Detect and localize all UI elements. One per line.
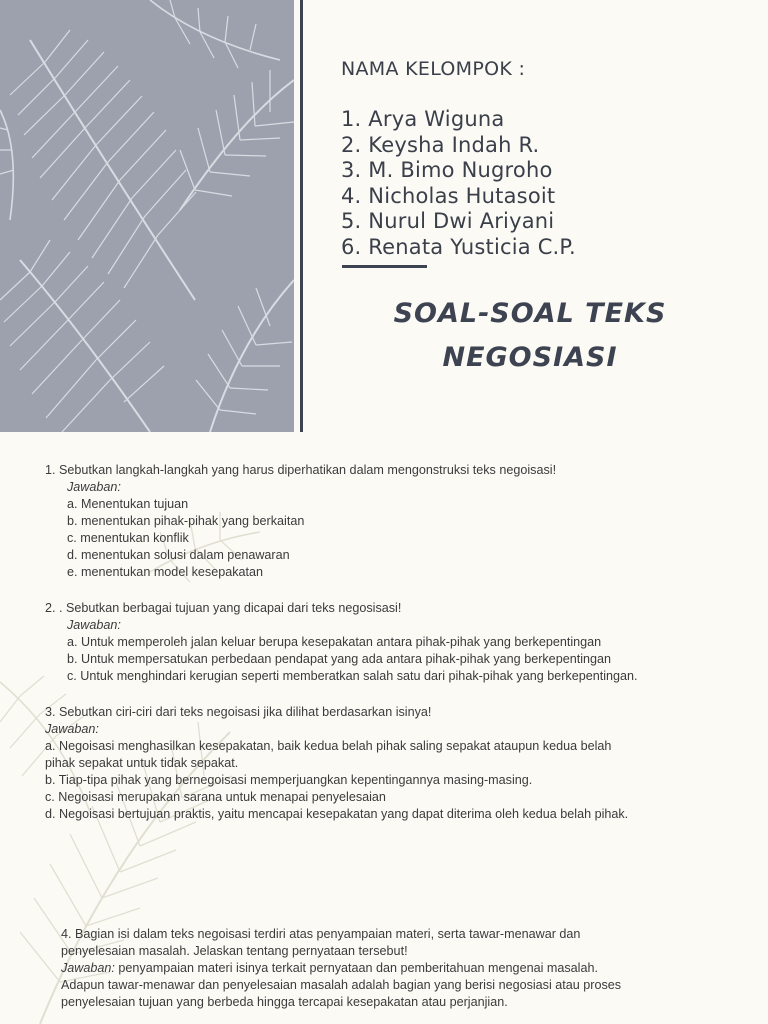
answer-item: b. Tiap-tipa pihak yang bernegoisasi memperjuangkan kepentingannya masing-masing. — [45, 773, 533, 787]
answer-label: Jawaban: — [67, 480, 121, 494]
slide-title-line1: SOAL-SOAL TEKS — [393, 298, 667, 329]
question-4 — [61, 926, 621, 1011]
title-slide — [0, 0, 768, 432]
answer-item: c. menentukan konflik — [67, 531, 189, 545]
member-list — [341, 107, 576, 260]
answer-item: c. Untuk menghindari kerugian seperti memberatkan salah satu dari pihak-pihak yang berkepentingan. — [67, 669, 638, 683]
question-text: 4. Bagian isi dalam teks negoisasi terdiri atas penyampaian materi, serta tawar-menawar dan — [61, 927, 581, 941]
accent-underline — [342, 265, 427, 268]
answer-label: Jawaban: — [67, 618, 121, 632]
feather-pattern-panel — [0, 0, 294, 432]
member-item: 5. Nurul Dwi Ariyani — [341, 209, 555, 233]
vertical-divider-line — [300, 0, 303, 432]
answer-item: d. menentukan solusi dalam penawaran — [67, 548, 290, 562]
answer-item: a. Negoisasi menghasilkan kesepakatan, baik kedua belah pihak saling sepakat ataupun kedua belah — [45, 739, 612, 753]
answer-item: a. Untuk memperoleh jalan keluar berupa kesepakatan antara pihak-pihak yang berkepentingan — [67, 635, 602, 649]
answer-label: Jawaban: — [45, 722, 99, 736]
answer-label: Jawaban: — [61, 961, 115, 975]
question-text: 3. Sebutkan ciri-ciri dari teks negoisasi jika dilihat berdasarkan isinya! — [45, 705, 432, 719]
slide-title — [330, 292, 730, 380]
group-heading: NAMA KELOMPOK : — [341, 58, 526, 80]
answer-item: b. Untuk mempersatukan perbedaan pendapat yang ada antara pihak-pihak yang berkepentingan — [67, 652, 612, 666]
question-text: 1. Sebutkan langkah-langkah yang harus diperhatikan dalam mengonstruksi teks negoisasi! — [45, 463, 557, 477]
question-text: penyelesaian masalah. Jelaskan tentang pernyataan tersebut! — [61, 944, 408, 958]
answer-item: b. menentukan pihak-pihak yang berkaitan — [67, 514, 305, 528]
question-1 — [45, 462, 556, 581]
feather-pattern-image — [0, 0, 294, 432]
member-item: 1. Arya Wiguna — [341, 107, 505, 131]
answer-text: penyelesaian tujuan yang berbeda hingga tercapai kesepakatan atau perjanjian. — [61, 995, 508, 1009]
member-item: 3. M. Bimo Nugroho — [341, 158, 553, 182]
answer-item: pihak sepakat untuk tidak sepakat. — [45, 756, 239, 770]
questions-slide — [0, 432, 768, 1024]
answer-first-line — [61, 960, 621, 977]
question-2 — [45, 600, 638, 685]
question-3 — [45, 704, 628, 823]
answer-text: Adapun tawar-menawar dan penyelesaian masalah adalah bagian yang berisi negosiasi atau proses — [61, 978, 622, 992]
answer-text: penyampaian materi isinya terkait pernyataan dan pemberitahuan mengenai masalah. — [114, 961, 598, 975]
member-item: 2. Keysha Indah R. — [341, 132, 540, 157]
question-text: 2. . Sebutkan berbagai tujuan yang dicapai dari teks negosisasi! — [45, 601, 402, 615]
member-item: 6. Renata Yusticia C.P. — [341, 234, 576, 259]
answer-item: e. menentukan model kesepakatan — [67, 565, 264, 579]
member-item: 4. Nicholas Hutasoit — [341, 183, 556, 208]
slide-title-line2: NEGOSIASI — [442, 342, 618, 373]
answer-item: a. Menentukan tujuan — [67, 497, 189, 511]
answer-item: d. Negoisasi bertujuan praktis, yaitu mencapai kesepakatan yang dapat diterima oleh kedua belah pihak. — [45, 807, 629, 821]
answer-item: c. Negoisasi merupakan sarana untuk menapai penyelesaian — [45, 790, 386, 804]
